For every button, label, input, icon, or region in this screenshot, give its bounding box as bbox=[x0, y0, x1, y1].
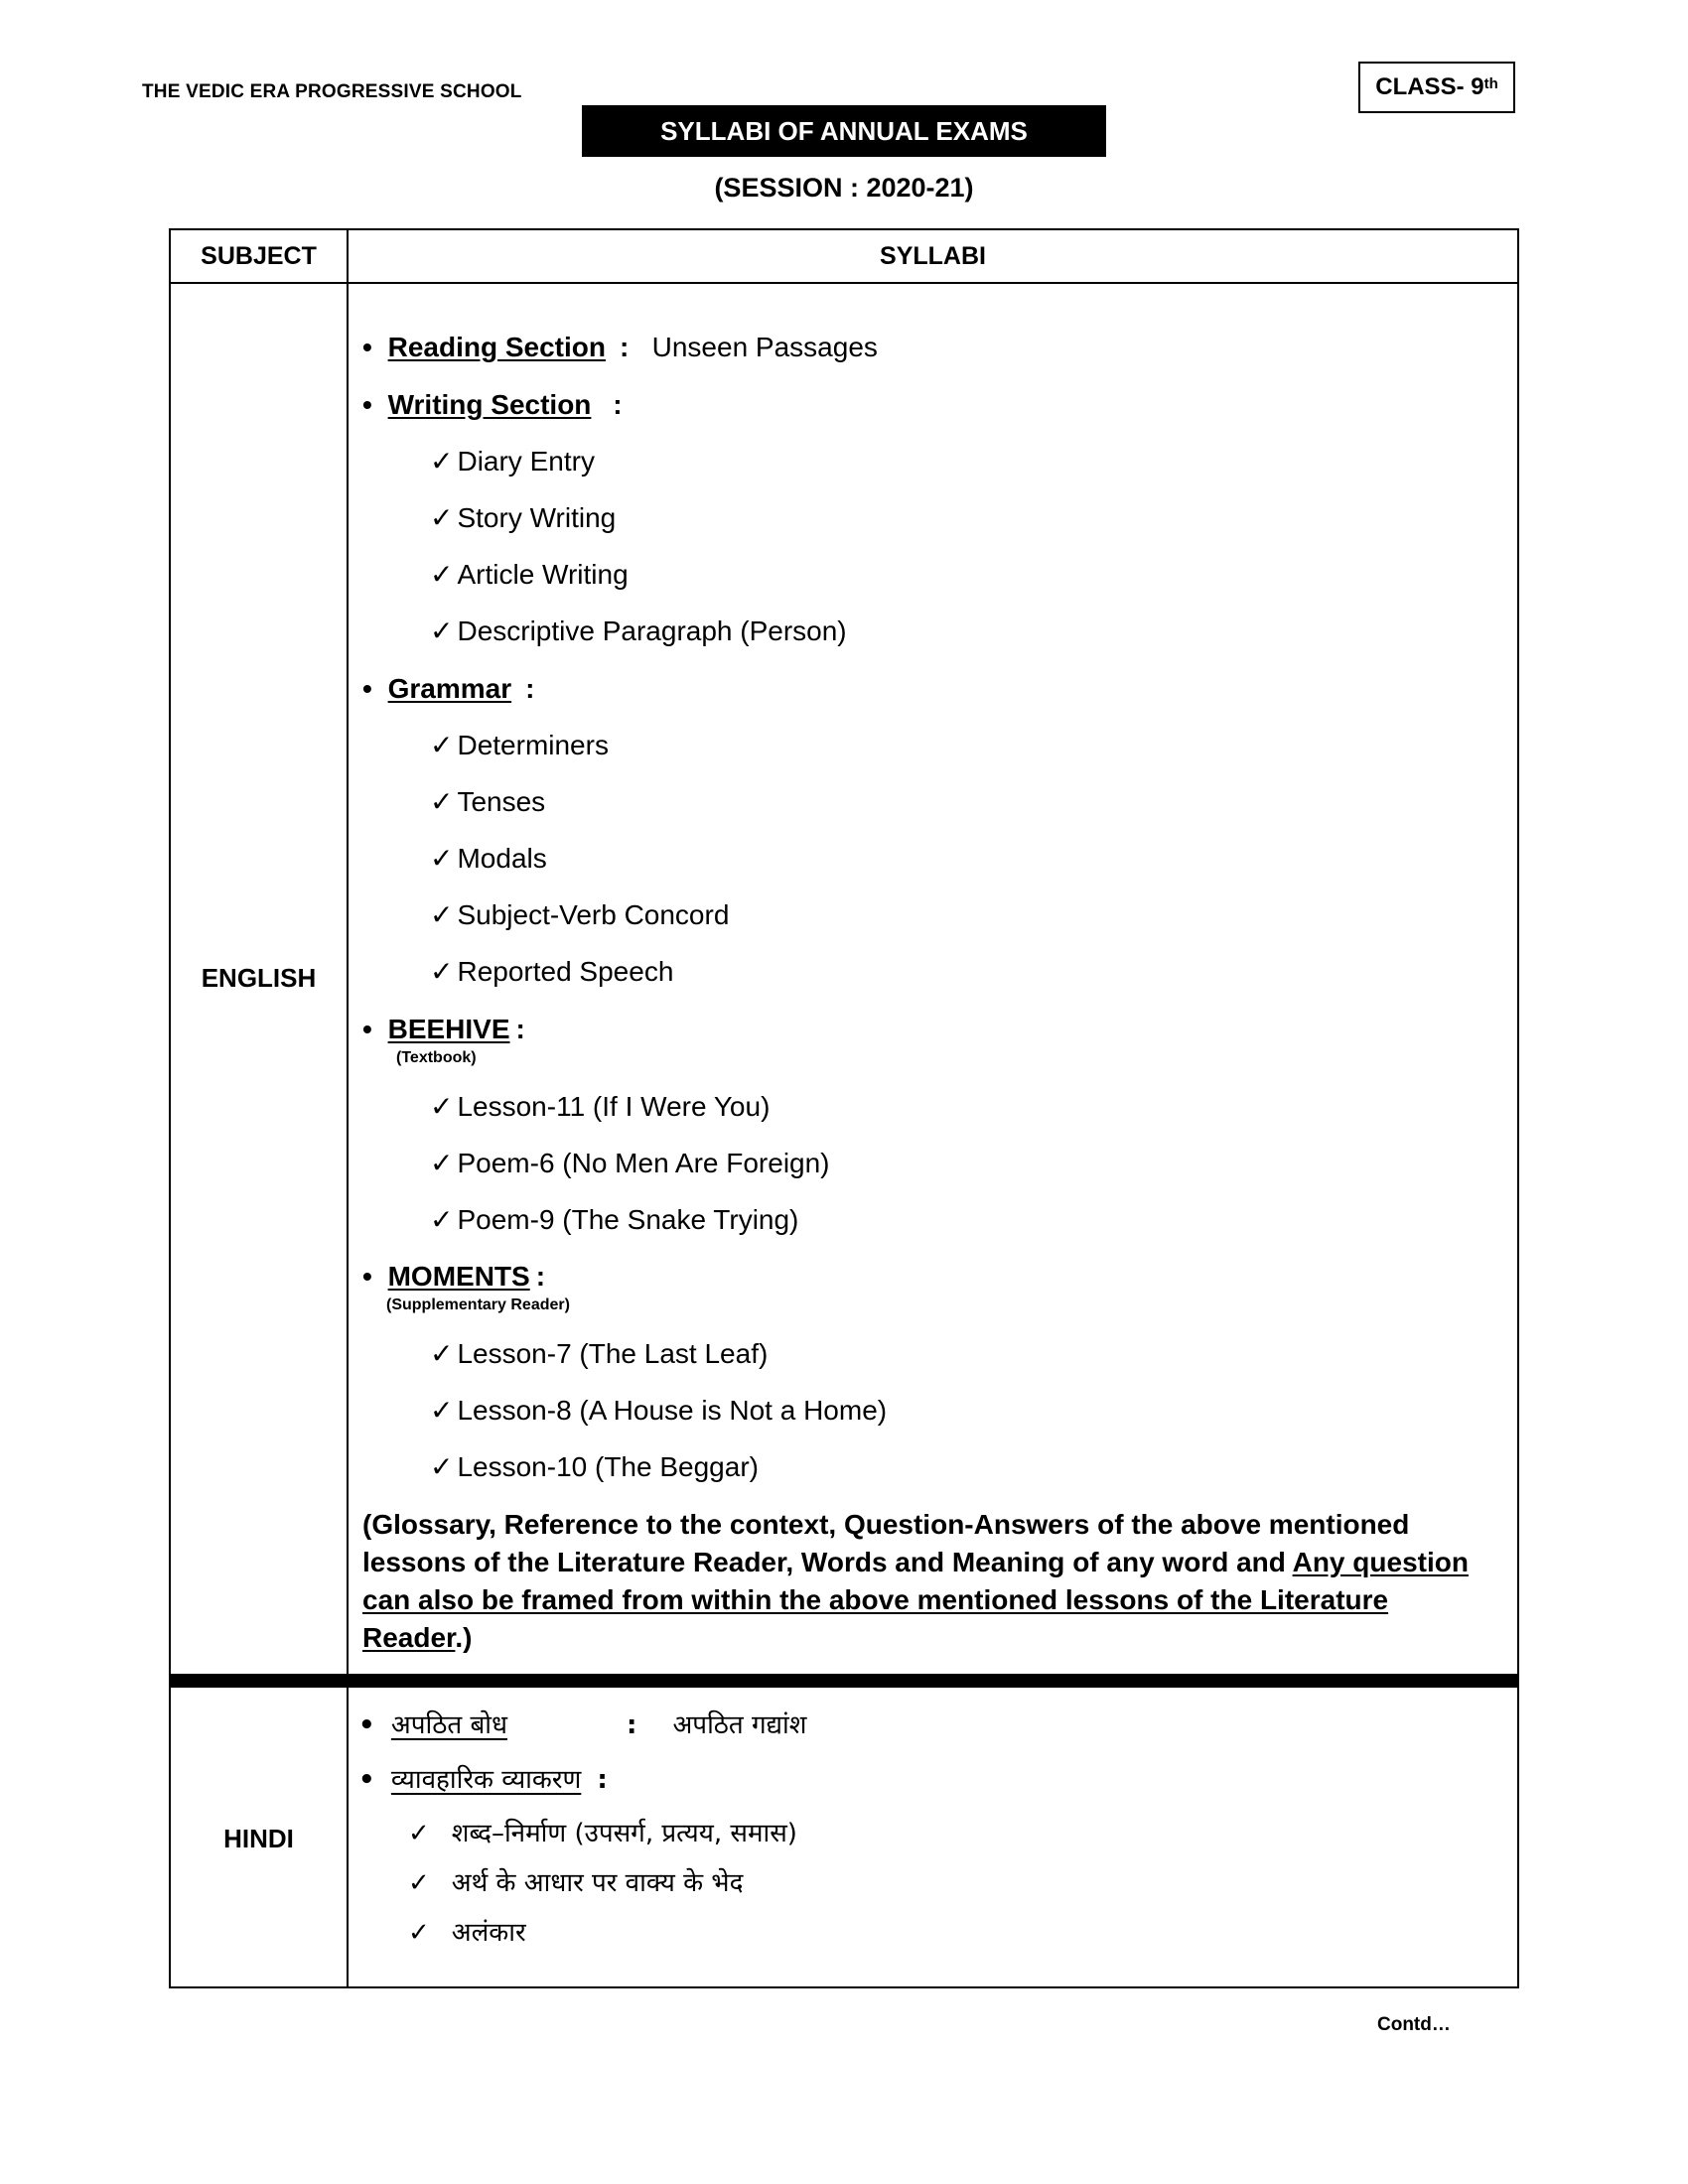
page-title: SYLLABI OF ANNUAL EXAMS bbox=[582, 105, 1106, 157]
english-syllabus bbox=[349, 230, 1517, 1674]
hindi-syllabus bbox=[349, 1688, 1517, 1986]
syllabus-table bbox=[169, 228, 1519, 1988]
grammar-section: • Grammar : bbox=[362, 671, 534, 707]
apathit-section: • अपठित बोध : अपठित गद्यांश bbox=[358, 1707, 806, 1743]
list-item: ✓ Subject-Verb Concord bbox=[430, 899, 730, 930]
beehive-subtitle: (Textbook) bbox=[396, 1049, 477, 1066]
session-label: (SESSION : 2020-21) bbox=[714, 173, 974, 203]
english-note bbox=[362, 1506, 1504, 1657]
list-item: ✓ Lesson-7 (The Last Leaf) bbox=[430, 1338, 769, 1369]
class-label: CLASS- 9 bbox=[1375, 73, 1484, 100]
list-item: ✓ Poem-9 (The Snake Trying) bbox=[430, 1204, 799, 1235]
list-item: ✓ Descriptive Paragraph (Person) bbox=[430, 615, 847, 646]
grammar-heading: Grammar bbox=[387, 673, 512, 704]
check-icon: ✓ bbox=[430, 1338, 454, 1369]
check-icon: ✓ bbox=[430, 1204, 454, 1235]
list-item: ✓ Poem-6 (No Men Are Foreign) bbox=[430, 1148, 830, 1178]
reading-section: • Reading Section : Unseen Passages bbox=[362, 330, 878, 365]
note-end: .) bbox=[455, 1622, 473, 1653]
check-icon: ✓ bbox=[430, 956, 454, 987]
check-icon: ✓ bbox=[408, 1868, 430, 1898]
check-icon: ✓ bbox=[430, 1395, 454, 1426]
list-item: ✓ Reported Speech bbox=[430, 956, 674, 987]
moments-section: • MOMENTS : bbox=[362, 1259, 545, 1295]
list-item: ✓ Article Writing bbox=[430, 559, 629, 590]
header-syllabi: SYLLABI bbox=[880, 241, 986, 270]
apathit-value: अपठित गद्यांश bbox=[672, 1710, 807, 1740]
section-divider bbox=[171, 1674, 1517, 1688]
check-icon: ✓ bbox=[430, 615, 454, 646]
list-item: ✓ Lesson-8 (A House is Not a Home) bbox=[430, 1395, 888, 1426]
check-icon: ✓ bbox=[430, 1091, 454, 1122]
header-subject: SUBJECT bbox=[201, 241, 317, 270]
list-item: ✓ Diary Entry bbox=[430, 446, 595, 477]
note-text: (Glossary, Reference to the context, Question-Answers of the above mentioned lessons of the Literature Reader, Words and Meaning of any word and bbox=[362, 1509, 1410, 1577]
beehive-section: • BEEHIVE : bbox=[362, 1012, 525, 1047]
note-underlined-text: Any question can also be framed from within the above mentioned lessons of the Literature Reader bbox=[362, 1547, 1469, 1653]
check-icon: ✓ bbox=[408, 1918, 430, 1948]
subject-hindi: HINDI bbox=[223, 1824, 294, 1853]
reading-section-heading: Reading Section bbox=[387, 332, 606, 362]
check-icon: ✓ bbox=[430, 446, 454, 477]
list-item: ✓ शब्द–निर्माण (उपसर्ग, प्रत्यय, समास) bbox=[408, 1819, 797, 1848]
check-icon: ✓ bbox=[430, 1148, 454, 1178]
list-item: ✓ Lesson-11 (If I Were You) bbox=[430, 1091, 771, 1122]
list-item: ✓ अर्थ के आधार पर वाक्य के भेद bbox=[408, 1868, 744, 1898]
check-icon: ✓ bbox=[430, 502, 454, 533]
subject-english: ENGLISH bbox=[201, 963, 317, 993]
moments-heading: MOMENTS bbox=[387, 1261, 530, 1292]
reading-section-value: Unseen Passages bbox=[651, 332, 878, 362]
class-box bbox=[1358, 62, 1515, 113]
list-item: ✓ अलंकार bbox=[408, 1918, 526, 1948]
moments-subtitle: (Supplementary Reader) bbox=[386, 1297, 570, 1313]
class-suffix: th bbox=[1483, 74, 1498, 92]
vyakaran-section: • व्यावहारिक व्याकरण : bbox=[358, 1762, 608, 1798]
list-item: ✓ Modals bbox=[430, 843, 547, 874]
check-icon: ✓ bbox=[430, 730, 454, 760]
apathit-heading: अपठित बोध bbox=[390, 1710, 508, 1740]
check-icon: ✓ bbox=[430, 899, 454, 930]
beehive-heading: BEEHIVE bbox=[387, 1014, 510, 1044]
check-icon: ✓ bbox=[430, 843, 454, 874]
vyakaran-heading: व्यावहारिक व्याकरण bbox=[390, 1765, 582, 1795]
list-item: ✓ Determiners bbox=[430, 730, 609, 760]
continued-label: Contd… bbox=[1377, 2014, 1451, 2035]
writing-section: • Writing Section : bbox=[362, 387, 623, 423]
list-item: ✓ Story Writing bbox=[430, 502, 617, 533]
check-icon: ✓ bbox=[430, 559, 454, 590]
school-name: THE VEDIC ERA PROGRESSIVE SCHOOL bbox=[142, 81, 522, 102]
list-item: ✓ Tenses bbox=[430, 786, 546, 817]
list-item: ✓ Lesson-10 (The Beggar) bbox=[430, 1451, 759, 1482]
writing-section-heading: Writing Section bbox=[387, 389, 592, 420]
check-icon: ✓ bbox=[430, 1451, 454, 1482]
check-icon: ✓ bbox=[408, 1819, 430, 1848]
check-icon: ✓ bbox=[430, 786, 454, 817]
